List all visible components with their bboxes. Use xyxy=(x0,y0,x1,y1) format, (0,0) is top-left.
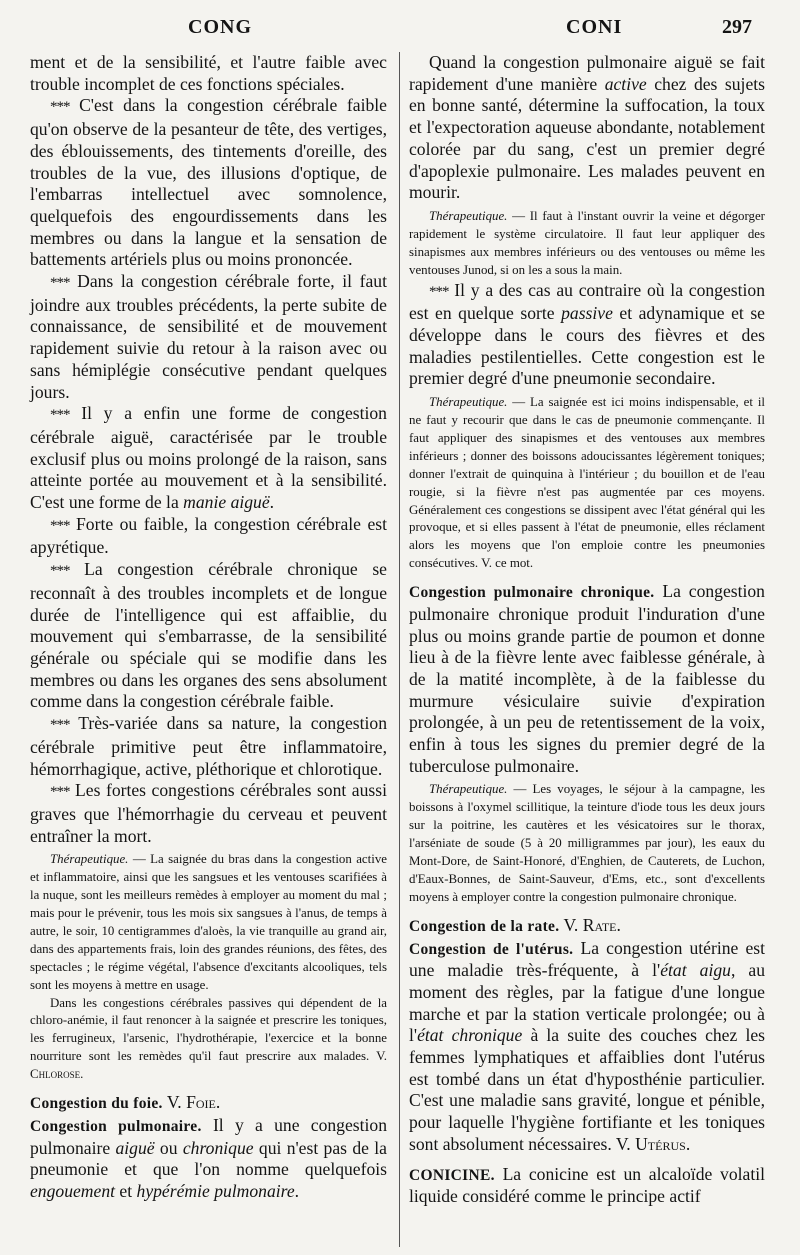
punctuation: . xyxy=(616,914,621,935)
asterism-mark: * xyxy=(50,517,57,534)
asterism-mark: * xyxy=(56,99,63,116)
asterism-mark: * xyxy=(63,99,70,116)
therapeutique-passive-pulm xyxy=(409,394,765,573)
paragraph-chronique xyxy=(30,559,387,713)
asterism-mark: * xyxy=(56,784,63,801)
running-head-right: CONI xyxy=(566,16,623,38)
asterism-mark: * xyxy=(56,407,63,424)
paragraph-text: , au moment des règles, par la fatigue d'une longue marche et par la station verticale prolongée; ou à l' xyxy=(409,960,766,1046)
page-header xyxy=(0,0,800,56)
right-column xyxy=(409,52,765,1208)
paragraph-text: et xyxy=(119,1180,133,1201)
therapeutique-label: Thérapeutique. xyxy=(50,852,129,867)
paragraph-text: chez des sujets en bonne santé, détermine la suffocation, la toux et l'expectoration aqueuse abondante, notablement colorée par du sang, c'est un premier degré d'apoplexie pulmonaire. Les malades peuvent en mourir. xyxy=(409,73,765,203)
paragraph-symptoms-forte xyxy=(30,271,387,403)
asterism-mark: * xyxy=(56,717,63,734)
therapeutique-label: Thérapeutique. xyxy=(429,395,508,410)
paragraph-pulmonaire-active xyxy=(409,52,765,204)
asterism-mark: * xyxy=(50,563,57,580)
paragraph-forme-aigue xyxy=(30,403,387,514)
therapeutique-label: Thérapeutique. xyxy=(429,208,508,223)
paragraph-text: La congestion utérine est une maladie très-fréquente, à l' xyxy=(409,937,765,981)
therapeutique-chronique xyxy=(409,781,765,906)
punctuation: . xyxy=(685,1133,691,1154)
entry-headword: Congestion du foie. xyxy=(30,1095,163,1113)
entry-pulmonaire-chronique xyxy=(409,581,765,777)
therapeutique-active xyxy=(409,208,765,280)
left-column xyxy=(30,52,387,1203)
asterism-mark: * xyxy=(50,99,57,116)
asterism-mark: * xyxy=(63,407,70,424)
entry-congestion-foie xyxy=(30,1092,387,1115)
entry-headword: Congestion pulmonaire. xyxy=(30,1117,202,1135)
italic-term: passive xyxy=(561,303,613,324)
entry-congestion-pulmonaire xyxy=(30,1115,387,1203)
paragraph-text: Dans la congestion cérébrale forte, il faut joindre aux troubles précédents, la perte subite de connaissance, de sensibilité et de mouvement rapidement suivie du retour à la raison avec ou sans hémiplégie consécutive pendant quelques jours. xyxy=(30,271,387,402)
paragraph-text: La conicine est un alcaloïde volatil liquide considéré comme le principe actif xyxy=(409,1163,765,1207)
asterism-mark: * xyxy=(50,784,57,801)
punctuation: . xyxy=(215,1092,221,1113)
asterism-mark: * xyxy=(50,407,57,424)
asterism-mark: * xyxy=(63,563,70,580)
punctuation: . xyxy=(80,1067,84,1082)
punctuation: . xyxy=(269,492,275,513)
italic-term: aiguë xyxy=(115,1137,155,1158)
paragraph-text: Il y a des cas au contraire où la congestion est en quelque sorte xyxy=(409,279,765,324)
cross-reference: Rate xyxy=(582,914,617,935)
punctuation: . xyxy=(294,1180,300,1201)
column-divider xyxy=(399,52,400,1247)
italic-term: manie aiguë xyxy=(183,492,270,513)
entry-headword: Congestion pulmonaire chronique. xyxy=(409,584,655,602)
entry-congestion-rate xyxy=(409,915,765,938)
paragraph-text: Il y a une congestion pulmonaire xyxy=(30,1114,388,1158)
cross-reference: Chlorose xyxy=(30,1067,81,1082)
paragraph-text: ou xyxy=(159,1137,178,1158)
therapeutique-cerebrale xyxy=(30,851,387,994)
asterism-mark: * xyxy=(63,717,70,734)
page-number: 297 xyxy=(722,16,752,38)
asterism-mark: * xyxy=(56,563,63,580)
therapeutique-passive xyxy=(30,995,387,1085)
running-head-left: CONG xyxy=(188,16,252,38)
italic-term: active xyxy=(604,73,647,94)
asterism-mark: * xyxy=(435,283,442,300)
asterism-mark: * xyxy=(63,275,70,292)
paragraph-text: La congestion cérébrale chronique se reconnaît à des troubles incomplets et de longue durée de l'intelligence qui est affaiblie, du mouvement qui s'embarrasse, de la sensibilité générale ou spéciale qui se modifie dans les membres ou dans les organes des sens absolument comme dans la congestion cérébrale faible. xyxy=(30,559,387,712)
italic-term: hypérémie pulmonaire xyxy=(136,1180,295,1201)
paragraph-continuation xyxy=(30,52,387,95)
paragraph-text: qui n'est pas de la pneumonie et que l'on nomme quelquefois xyxy=(30,1137,387,1180)
asterism-mark: * xyxy=(442,283,449,300)
paragraph-text: Il y a enfin une forme de congestion cérébrale aiguë, caractérisée par le trouble exclusif plus ou moins prolongé de la raison, sans atteinte portée au mouvement et à la sensibilité. C'est une forme de la xyxy=(30,403,387,513)
asterism-mark: * xyxy=(50,275,57,292)
italic-term: engouement xyxy=(30,1180,116,1201)
paragraph-text: à la suite des couches chez les femmes lymphatiques et affaiblies dont l'utérus est tombé dans un état d'hyposthénie particulier. C'est une maladie sans gravité, longue et pénible, pour laquelle l'hygiène fortifiante et les toniques sont absolument nécessaires. V. xyxy=(409,1025,765,1154)
paragraph-text: — La saignée du bras dans la congestion active et inflammatoire, ainsi que les sangsues et les ventouses scarifiées à la nuque, sont les meilleurs remèdes à employer au moment du mal ; mais pour le prévenir, tous les mois six sangsues à l'anus, de temps à autre, le soir, 10 centigrammes d'aloès, la vie tranquille au grand air, dans des appartements frais, loin des grandes réunions, des fêtes, des spectacles ; le régime végétal, l'absence d'excitants alcooliques, tels sont les moyens à mettre en usage. xyxy=(30,852,387,992)
italic-term: chronique xyxy=(182,1137,254,1158)
entry-headword: CONICINE. xyxy=(409,1166,495,1184)
paragraph-text: — La saignée est ici moins indispensable, et il ne faut y recourir que dans le cas de pneumonie commençante. Il faut appliquer des sinapismes et des ventouses aux membres inférieurs ; donner des boissons adoucissantes légèrement toniques; donner l'extrait de quinquina à l'intérieur ; du bouillon et de l'eau rougie, si la fièvre n'est pas augmentée par ces moyens. Généralement ces congestions se dissipent avec l'état général qui les provoque, et si elles passent à l'état de pneumonie, elles réclament alors les moyens que l'on emploie contre les pneumonies consécutives. V. ce mot. xyxy=(409,395,765,571)
asterism-mark: * xyxy=(429,283,436,300)
paragraph-symptoms-faible xyxy=(30,95,387,271)
paragraph-pulmonaire-passive xyxy=(409,280,765,391)
cross-reference: Utérus xyxy=(635,1133,686,1154)
entry-congestion-uterus xyxy=(409,938,765,1156)
paragraph-text: Très-variée dans sa nature, la congestion cérébrale primitive peut être inflammatoire, hémorrhagique, active, pléthorique et chlorotique. xyxy=(30,713,387,779)
paragraph-apyretique xyxy=(30,514,387,559)
italic-term: état aigu xyxy=(660,960,731,981)
paragraph-text: Les fortes congestions cérébrales sont aussi graves que l'hémorrhagie du cerveau et peuvent entraîner la mort. xyxy=(30,780,387,846)
therapeutique-label: Thérapeutique. xyxy=(429,782,508,797)
asterism-mark: * xyxy=(56,517,63,534)
asterism-mark: * xyxy=(56,275,63,292)
paragraph-text: V. xyxy=(563,914,579,935)
paragraph-text: Quand la congestion pulmonaire aiguë se fait rapidement d'une manière xyxy=(409,52,765,94)
paragraph-gravite xyxy=(30,780,387,847)
paragraph-text: — Il faut à l'instant ouvrir la veine et dégorger rapidement le système circulatoire. Il faut leur appliquer des sinapismes aux membres inférieurs ou des ventouses ou même les ventouses Junod, si on les a sous la main. xyxy=(409,208,765,277)
entry-conicine xyxy=(409,1164,765,1208)
paragraph-nature xyxy=(30,713,387,780)
paragraph-text: — Les voyages, le séjour à la campagne, les boissons à l'oxymel scillitique, la teinture d'iode tous les deux jours sur la poitrine, les cautères et les vésicatoires sur le thorax, l'arséniate de soude (5 à 20 milligrammes par jour), les eaux du Mont-Dore, de Saint-Honoré, d'Enghien, de Cauterets, de Luchon, d'Eaux-Bonnes, de Saint-Sauveur, d'Ems, etc., sont d'excellents moyens à employer contre la congestion pulmonaire chronique. xyxy=(409,782,765,904)
paragraph-text: La congestion pulmonaire chronique produit l'induration d'une plus ou moins grande partie de poumon et donne lieu à de la fièvre lente avec faiblesse générale, à de la matité incomplète, à de la faiblesse du murmure vésiculaire suivie d'expiration prolongée, à un peu de retentissement de la voix, enfin à tous les signes du premier degré de la tuberculose pulmonaire. xyxy=(409,581,765,776)
paragraph-text: Dans les congestions cérébrales passives qui dépendent de la chloro-anémie, il faut renoncer à la saignée et prescrire les toniques, les ferrugineux, l'arsenic, l'hydrothérapie, l'exercice et la bonne nourriture sont les remèdes qu'il faut prescrire aux malades. V. xyxy=(30,995,387,1064)
paragraph-text: V. xyxy=(166,1092,182,1113)
asterism-mark: * xyxy=(63,517,70,534)
cross-reference: Foie xyxy=(186,1092,216,1113)
paragraph-text: C'est dans la congestion cérébrale faible qu'on observe de la pesanteur de tête, des vertiges, des éblouissements, des tintements d'oreille, des troubles de la vue, des illusions d'optique, de l'embarras intellectuel avec somnolence, quelquefois des engourdissements dans les membres ou dans la langue et la sensation de battements artériels plus ou moins prononcée. xyxy=(30,95,387,270)
asterism-mark: * xyxy=(63,784,70,801)
paragraph-text: ment et de la sensibilité, et l'autre faible avec trouble incomplet de ces fonctions spéciales. xyxy=(30,52,387,94)
entry-headword: Congestion de la rate. xyxy=(409,917,560,935)
paragraph-text: et adynamique et se développe dans le cours des fièvres et des maladies pestilentielles. Cette congestion est le premier degré d'une pneumonie secondaire. xyxy=(409,303,765,389)
paragraph-text: Forte ou faible, la congestion cérébrale est apyrétique. xyxy=(30,513,388,558)
italic-term: état chronique xyxy=(417,1025,523,1046)
asterism-mark: * xyxy=(50,717,57,734)
entry-headword: Congestion de l'utérus. xyxy=(409,940,574,958)
